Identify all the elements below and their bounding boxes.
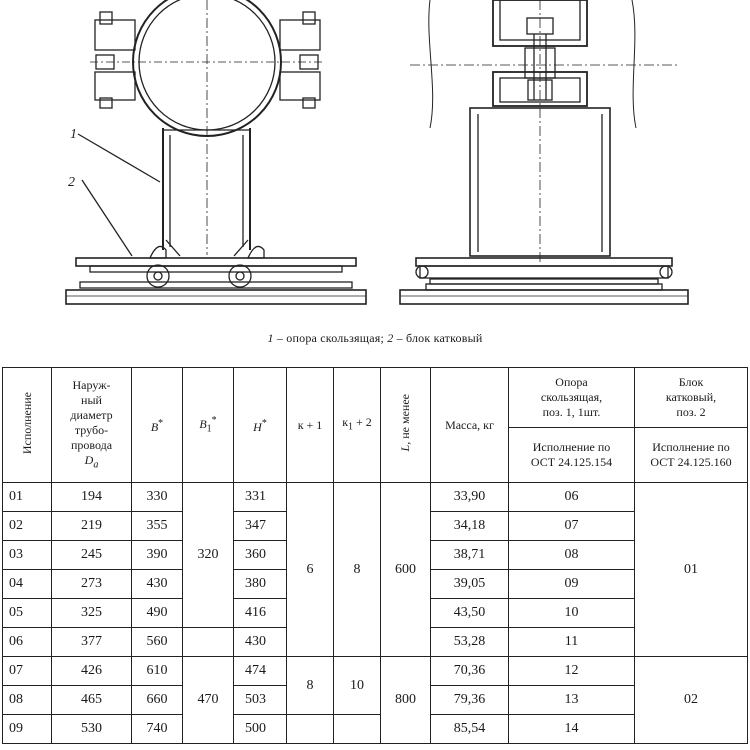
header-l: L, не менее (381, 368, 431, 483)
table-row: 09 530 740 500 85,54 14 (3, 715, 748, 744)
header-k1: к + 1 (287, 368, 334, 483)
callout-2: 2 (68, 175, 75, 190)
header-h: H* (234, 368, 287, 483)
table-row: 01 194 330 320 331 6 8 600 33,90 06 01 (3, 483, 748, 512)
table-row: 07 426 610 470 474 8 10 800 70,36 12 02 (3, 657, 748, 686)
header-opora: Опора скользящая, поз. 1, 1шт. (509, 368, 635, 428)
header-diameter: Наруж- ный диаметр трубо- провода $D_a$ (52, 368, 132, 483)
header-ispolnenie: Исполнение (3, 368, 52, 483)
callout-1: 1 (70, 127, 77, 142)
header-k2: $к_1 + 2$ (334, 368, 381, 483)
header-b1: $B_1^*$ (183, 368, 234, 483)
right-view (400, 0, 688, 304)
left-view (66, 0, 366, 304)
header-blok: Блок катковый, поз. 2 (635, 368, 748, 428)
table-row: 08 465 660 503 79,36 13 (3, 686, 748, 715)
header-ost-opora: Исполнение по ОСТ 24.125.154 (509, 428, 635, 483)
table-row: 02 219 355 347 34,18 07 (3, 512, 748, 541)
table-row: 06 377 560 430 53,28 11 (3, 628, 748, 657)
table-row: 04 273 430 380 39,05 09 (3, 570, 748, 599)
table-row: 03 245 390 360 38,71 08 (3, 541, 748, 570)
figure-caption: 1 – опора скользящая; 2 – блок катковый (267, 331, 483, 345)
header-ost-blok: Исполнение по ОСТ 24.125.160 (635, 428, 748, 483)
table-row: 05 325 490 416 43,50 10 (3, 599, 748, 628)
header-b: B* (132, 368, 183, 483)
header-mass: Масса, кг (431, 368, 509, 483)
technical-drawing (0, 0, 750, 340)
specification-table (2, 367, 748, 744)
